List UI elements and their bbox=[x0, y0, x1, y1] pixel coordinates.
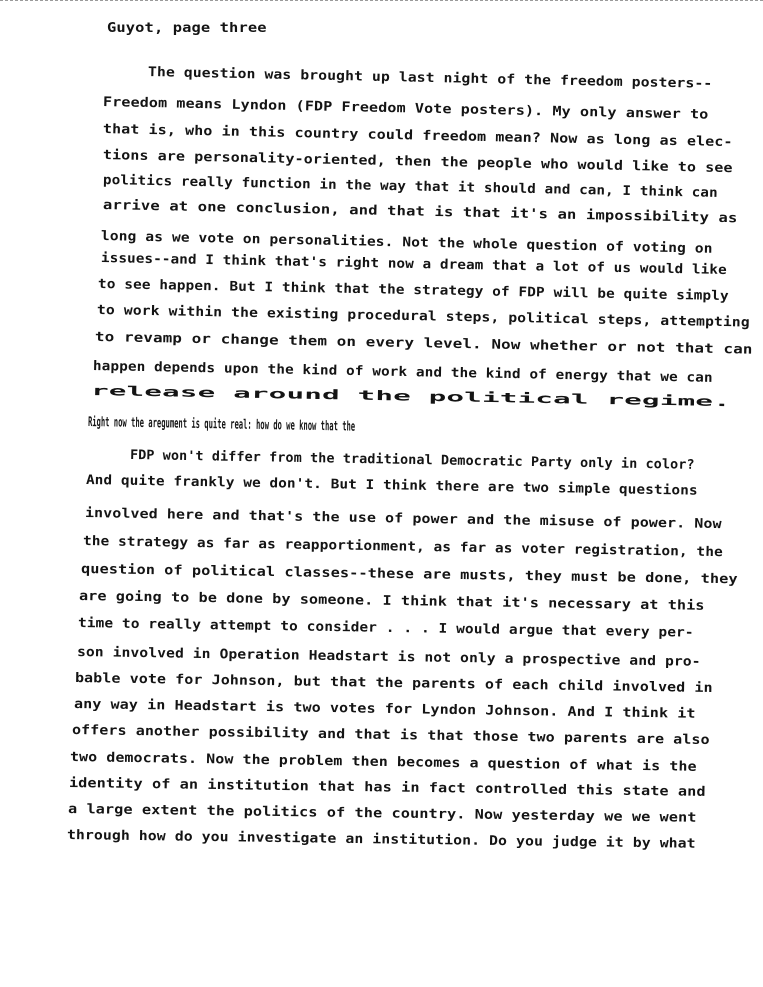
paragraph-2-line-14: identity of an institution that has in fact controlled this state and bbox=[68, 776, 706, 800]
paragraph-2-line-8: time to really attempt to consider . . . I would argue that every per- bbox=[77, 616, 694, 641]
paragraph-1-line-4: tions are personality-oriented, then the people who would like to see bbox=[102, 148, 733, 177]
paragraph-2-line-12: offers another possibility and that is that those two parents are also bbox=[71, 723, 710, 749]
paragraph-2-line-1: Right now the aregument is quite real: how do we know that the bbox=[87, 415, 356, 435]
paragraph-1-line-3: that is, who in this country could freedom mean? Now as long as elec- bbox=[102, 122, 733, 151]
paragraph-1-line-2: Freedom means Lyndon (FDP Freedom Vote posters). My only answer to bbox=[102, 95, 709, 123]
paragraph-2-line-13: two democrats. Now the problem then becomes a question of what is the bbox=[69, 750, 697, 775]
paragraph-2-line-4: involved here and that's the use of power and the misuse of power. Now bbox=[84, 506, 722, 533]
paragraph-2-line-11: any way in Headstart is two votes for Lyndon Johnson. And I think it bbox=[73, 697, 696, 722]
paragraph-1-line-10: to work within the existing procedural steps, political steps, attempting bbox=[96, 303, 750, 331]
paragraph-2-line-15: a large extent the politics of the country. Now yesterday we we went bbox=[67, 802, 697, 826]
paragraph-2-line-6: question of political classes--these are musts, they must be done, they bbox=[80, 562, 738, 588]
paragraph-1-line-8: issues--and I think that's right now a dream that a lot of us would like bbox=[100, 251, 727, 279]
paragraph-1-line-13: release around the political regime. bbox=[90, 384, 732, 411]
paragraph-1-line-1: The question was brought up last night of the freedom posters-- bbox=[147, 65, 713, 92]
paragraph-2-line-3: And quite frankly we don't. But I think there are two simple questions bbox=[85, 473, 698, 499]
paragraph-2-line-9: son involved in Operation Headstart is not only a prospective and pro- bbox=[76, 645, 701, 670]
paragraph-1-line-7: long as we vote on personalities. Not the whole question of voting on bbox=[100, 229, 713, 257]
paragraph-1-line-6: arrive at one conclusion, and that is that it's an impossibility as bbox=[102, 198, 738, 227]
paragraph-1-line-11: to revamp or change them on every level. Now whether or not that can bbox=[94, 330, 753, 358]
paragraph-1-line-12: happen depends upon the kind of work and the kind of energy that we can bbox=[92, 359, 713, 386]
paragraph-2-line-5: the strategy as far as reapportionment, as far as voter registration, the bbox=[82, 534, 723, 561]
page-header: Guyot, page three bbox=[107, 21, 267, 36]
paragraph-2-line-10: bable vote for Johnson, but that the parents of each child involved in bbox=[74, 671, 713, 697]
paragraph-1-line-9: to see happen. But I think that the strategy of FDP will be quite simply bbox=[97, 277, 729, 305]
paragraph-2-line-2: FDP won't differ from the traditional Democratic Party only in color? bbox=[129, 448, 695, 473]
paragraph-2-line-16: through how do you investigate an institution. Do you judge it by what bbox=[66, 828, 696, 852]
paragraph-2-line-7: are going to be done by someone. I think that it's necessary at this bbox=[78, 589, 705, 614]
paragraph-1-line-5: politics really function in the way that it should and can, I think can bbox=[102, 173, 718, 201]
